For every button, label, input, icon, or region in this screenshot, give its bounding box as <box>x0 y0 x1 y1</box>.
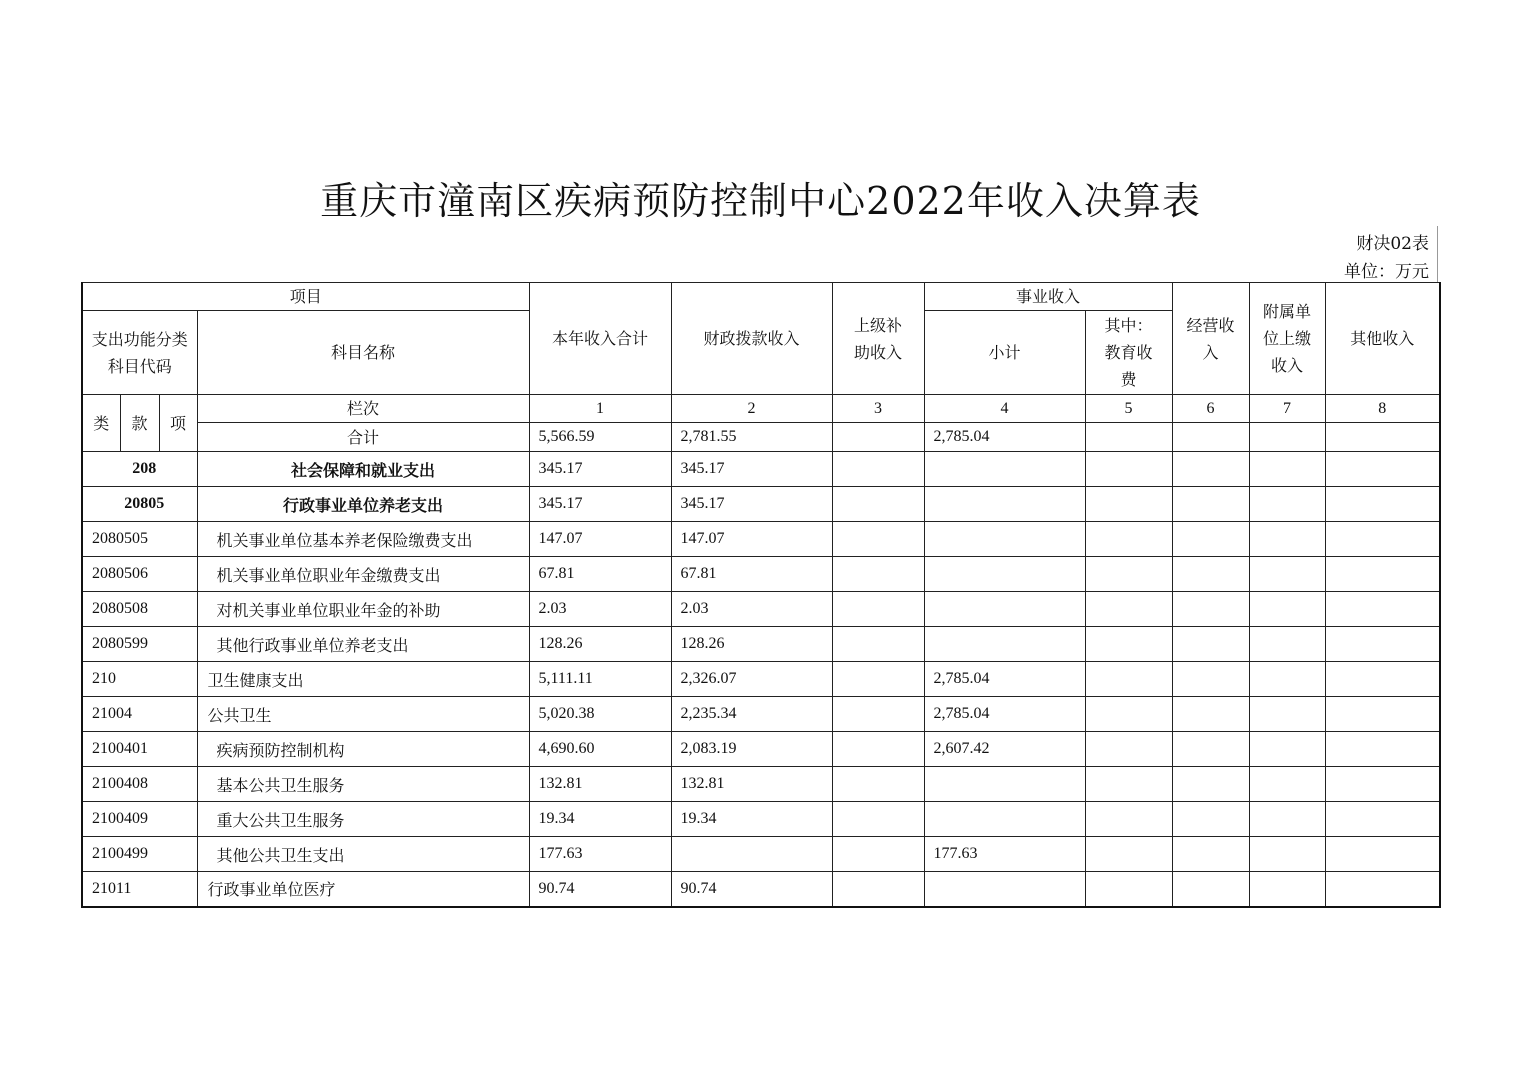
row-value: 19.34 <box>671 802 832 837</box>
total-value <box>1325 423 1440 452</box>
row-value <box>832 732 924 767</box>
column-number: 8 <box>1325 395 1440 423</box>
column-number: 5 <box>1085 395 1172 423</box>
row-value <box>1249 627 1325 662</box>
table-row <box>82 697 1440 732</box>
column-number: 2 <box>671 395 832 423</box>
table-row <box>82 487 1440 522</box>
row-code: 2080506 <box>82 557 197 592</box>
row-value: 2,083.19 <box>671 732 832 767</box>
table-row <box>82 522 1440 557</box>
row-value <box>924 872 1085 907</box>
row-value <box>1249 487 1325 522</box>
row-value <box>1249 732 1325 767</box>
header-lanci: 栏次 <box>197 395 529 423</box>
row-subject-name: 社会保障和就业支出 <box>197 452 529 487</box>
total-value <box>1249 423 1325 452</box>
row-value <box>1172 592 1249 627</box>
row-code: 2100409 <box>82 802 197 837</box>
row-value: 132.81 <box>671 767 832 802</box>
table-row <box>82 662 1440 697</box>
row-value <box>1325 767 1440 802</box>
row-value: 67.81 <box>529 557 671 592</box>
total-row <box>82 423 1440 452</box>
row-value: 345.17 <box>671 487 832 522</box>
total-value <box>1085 423 1172 452</box>
row-value <box>1249 662 1325 697</box>
row-value <box>1172 452 1249 487</box>
row-value: 345.17 <box>671 452 832 487</box>
unit-label: 单位：万元 <box>1344 262 1429 282</box>
row-value <box>1249 452 1325 487</box>
row-code: 2100408 <box>82 767 197 802</box>
header-total: 本年收入合计 <box>529 283 671 395</box>
row-value <box>1249 802 1325 837</box>
row-value <box>832 767 924 802</box>
row-value <box>832 802 924 837</box>
row-value <box>1325 837 1440 872</box>
row-value: 67.81 <box>671 557 832 592</box>
total-value: 5,566.59 <box>529 423 671 452</box>
row-value: 177.63 <box>924 837 1085 872</box>
meta-divider <box>1437 226 1438 282</box>
row-value: 2,785.04 <box>924 662 1085 697</box>
row-value <box>924 522 1085 557</box>
row-subject-name: 公共卫生 <box>197 697 529 732</box>
header-item: 项目 <box>82 283 529 311</box>
row-value: 4,690.60 <box>529 732 671 767</box>
row-value <box>1325 662 1440 697</box>
row-subject-name: 卫生健康支出 <box>197 662 529 697</box>
table-row <box>82 592 1440 627</box>
row-subject-name: 行政事业单位医疗 <box>197 872 529 907</box>
header-edu: 其中：教育收费 <box>1085 311 1172 395</box>
table-row <box>82 627 1440 662</box>
row-value <box>832 522 924 557</box>
row-value <box>1085 697 1172 732</box>
row-value: 2,607.42 <box>924 732 1085 767</box>
header-fiscal: 财政拨款收入 <box>671 283 832 395</box>
row-value: 5,111.11 <box>529 662 671 697</box>
row-value: 5,020.38 <box>529 697 671 732</box>
row-value <box>1172 872 1249 907</box>
row-value <box>1325 872 1440 907</box>
row-value <box>924 627 1085 662</box>
row-value: 90.74 <box>671 872 832 907</box>
row-value: 128.26 <box>529 627 671 662</box>
row-code: 21004 <box>82 697 197 732</box>
row-value <box>1249 557 1325 592</box>
header-xiang: 项 <box>159 395 197 452</box>
form-number: 财决02表 <box>1356 234 1429 254</box>
header-operating: 经营收入 <box>1172 283 1249 395</box>
row-value <box>832 592 924 627</box>
row-value <box>1085 627 1172 662</box>
row-value: 177.63 <box>529 837 671 872</box>
table-row <box>82 557 1440 592</box>
row-value <box>1325 802 1440 837</box>
column-number-row <box>82 395 1440 423</box>
row-subject-name: 其他行政事业单位养老支出 <box>197 627 529 662</box>
header-business: 事业收入 <box>924 283 1172 311</box>
row-value <box>832 627 924 662</box>
row-subject-name: 机关事业单位职业年金缴费支出 <box>197 557 529 592</box>
row-value: 147.07 <box>671 522 832 557</box>
row-value <box>1085 557 1172 592</box>
row-value <box>924 452 1085 487</box>
row-subject-name: 基本公共卫生服务 <box>197 767 529 802</box>
income-report-table <box>81 282 1441 908</box>
row-value: 19.34 <box>529 802 671 837</box>
row-code: 2100401 <box>82 732 197 767</box>
row-value <box>924 767 1085 802</box>
table-row <box>82 767 1440 802</box>
row-value: 147.07 <box>529 522 671 557</box>
row-value <box>1172 627 1249 662</box>
header-subtotal: 小计 <box>924 311 1085 395</box>
total-value <box>832 423 924 452</box>
row-value <box>1249 872 1325 907</box>
column-number: 6 <box>1172 395 1249 423</box>
column-number: 1 <box>529 395 671 423</box>
row-value <box>1085 487 1172 522</box>
row-value <box>1172 557 1249 592</box>
row-value <box>832 557 924 592</box>
row-code: 208 <box>82 452 197 487</box>
row-value <box>1249 837 1325 872</box>
table-row <box>82 452 1440 487</box>
row-value <box>1085 522 1172 557</box>
row-value <box>832 662 924 697</box>
row-value <box>1085 802 1172 837</box>
row-value <box>1085 592 1172 627</box>
row-value <box>1325 487 1440 522</box>
table-row <box>82 872 1440 907</box>
row-subject-name: 机关事业单位基本养老保险缴费支出 <box>197 522 529 557</box>
row-value <box>924 592 1085 627</box>
row-value <box>1172 802 1249 837</box>
row-subject-name: 对机关事业单位职业年金的补助 <box>197 592 529 627</box>
row-value <box>1085 662 1172 697</box>
header-other: 其他收入 <box>1325 283 1440 395</box>
row-value <box>671 837 832 872</box>
row-value <box>1172 522 1249 557</box>
row-code: 210 <box>82 662 197 697</box>
row-value <box>832 697 924 732</box>
header-row-1 <box>82 283 1440 311</box>
row-value <box>1325 732 1440 767</box>
row-value <box>1325 627 1440 662</box>
row-value: 2.03 <box>529 592 671 627</box>
row-value: 2,235.34 <box>671 697 832 732</box>
row-value <box>1325 592 1440 627</box>
row-code: 21011 <box>82 872 197 907</box>
row-value <box>1085 452 1172 487</box>
total-value <box>1172 423 1249 452</box>
row-value <box>1172 732 1249 767</box>
total-label: 合计 <box>197 423 529 452</box>
row-code: 2080505 <box>82 522 197 557</box>
table-row <box>82 802 1440 837</box>
row-value: 2,785.04 <box>924 697 1085 732</box>
row-value <box>1172 487 1249 522</box>
row-value <box>924 802 1085 837</box>
row-value <box>924 557 1085 592</box>
row-value <box>1172 662 1249 697</box>
table-row <box>82 732 1440 767</box>
row-value <box>1325 557 1440 592</box>
row-value: 345.17 <box>529 487 671 522</box>
header-superior: 上级补助收入 <box>832 283 924 395</box>
column-number: 7 <box>1249 395 1325 423</box>
row-code: 2080508 <box>82 592 197 627</box>
row-subject-name: 行政事业单位养老支出 <box>197 487 529 522</box>
row-code: 20805 <box>82 487 197 522</box>
row-value <box>1172 837 1249 872</box>
header-kuan: 款 <box>120 395 159 452</box>
row-value <box>832 452 924 487</box>
row-value <box>1249 767 1325 802</box>
row-value: 2,326.07 <box>671 662 832 697</box>
row-value <box>832 487 924 522</box>
row-value <box>1249 592 1325 627</box>
header-lei: 类 <box>82 395 120 452</box>
row-value <box>1085 767 1172 802</box>
row-value <box>1085 872 1172 907</box>
row-code: 2100499 <box>82 837 197 872</box>
row-value <box>924 487 1085 522</box>
total-value: 2,781.55 <box>671 423 832 452</box>
row-value: 128.26 <box>671 627 832 662</box>
row-value <box>1249 697 1325 732</box>
row-value <box>1085 732 1172 767</box>
header-subject-name: 科目名称 <box>197 311 529 395</box>
column-number: 3 <box>832 395 924 423</box>
row-value: 345.17 <box>529 452 671 487</box>
row-value <box>1172 697 1249 732</box>
row-value <box>1325 697 1440 732</box>
row-value <box>1085 837 1172 872</box>
row-value <box>1325 522 1440 557</box>
row-value: 90.74 <box>529 872 671 907</box>
row-value <box>1172 767 1249 802</box>
row-value: 132.81 <box>529 767 671 802</box>
row-subject-name: 疾病预防控制机构 <box>197 732 529 767</box>
total-value: 2,785.04 <box>924 423 1085 452</box>
row-subject-name: 重大公共卫生服务 <box>197 802 529 837</box>
report-title: 重庆市潼南区疾病预防控制中心2022年收入决算表 <box>320 179 1201 223</box>
row-value <box>832 837 924 872</box>
table-row <box>82 837 1440 872</box>
row-value <box>1249 522 1325 557</box>
row-value <box>1325 452 1440 487</box>
header-func-code: 支出功能分类科目代码 <box>82 311 197 395</box>
row-value: 2.03 <box>671 592 832 627</box>
header-affiliated: 附属单位上缴收入 <box>1249 283 1325 395</box>
column-number: 4 <box>924 395 1085 423</box>
row-code: 2080599 <box>82 627 197 662</box>
row-subject-name: 其他公共卫生支出 <box>197 837 529 872</box>
row-value <box>832 872 924 907</box>
